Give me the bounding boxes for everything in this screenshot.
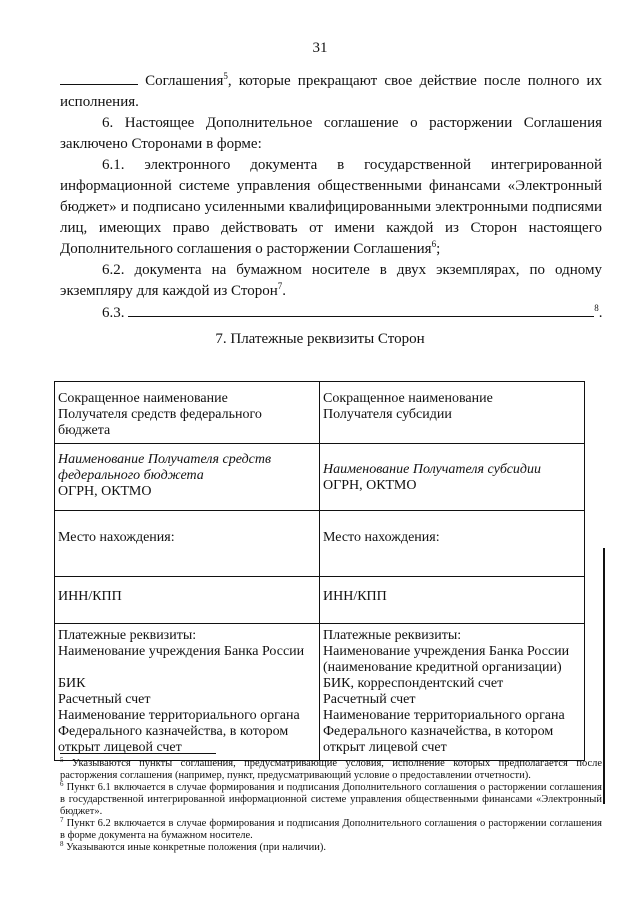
paragraph-6-3	[60, 302, 602, 324]
paragraph-6-2	[60, 260, 602, 302]
p4-text-b: .	[282, 283, 286, 299]
paragraph-6: 6. Настоящее Дополнительное соглашение о расторжении Соглашения заключено Сторонами в форме:	[60, 115, 602, 152]
blank-line	[60, 70, 138, 85]
footnote: $^7$ Пункт 6.2 включается в случае формирования и подписания Дополнительного соглашения о расторжении соглашения в форме документа на бумажном носителе.	[60, 816, 602, 841]
p4-text-a: 6.2. документа на бумажном носителе в двух экземплярах, по одному экземпляру для каждой из Сторон	[60, 262, 602, 299]
table-cell: ИНН/КПП	[320, 577, 585, 624]
footnote: $^5$ Указываются пункты соглашения, предусматривающие условия, исполнение которых предполагается после расторжения соглашения (например, пункт, предусматривающий условие о предоставлении отчетности).	[60, 756, 603, 781]
table-cell: Платежные реквизиты: Наименование учреждения Банка России (наименование кредитной организации) БИК, корреспондентский счет Расчетный счет Наименование территориального органа Федерального казначейства, в котором открыт лицевой счет	[320, 624, 585, 761]
table-cell: Место нахождения:	[55, 511, 320, 577]
table-cell: Наименование Получателя средств федерального бюджета ОГРН, ОКТМО	[55, 444, 320, 511]
table-cell: ИНН/КПП	[55, 577, 320, 624]
p3-text-b: ;	[436, 241, 441, 257]
p5-text-a: 6.3.	[102, 305, 125, 321]
margin-bar	[603, 548, 605, 804]
p1-text-a: Соглашения	[145, 73, 224, 89]
footnote-ref-6: 6	[431, 239, 437, 249]
footnote: $^8$ Указываются иные конкретные положения (при наличии).	[60, 840, 326, 853]
footnote-ref-8: 8	[594, 303, 599, 313]
table-cell: Платежные реквизиты: Наименование учреждения Банка России БИК Расчетный счет Наименование территориального органа Федерального казначейства, в котором открыт лицевой счет	[55, 624, 320, 761]
paragraph-6-1	[60, 155, 602, 260]
main-text	[60, 70, 602, 324]
table-cell: Наименование Получателя субсидии ОГРН, ОКТМО	[320, 444, 585, 511]
section-title: 7. Платежные реквизиты Сторон	[215, 331, 425, 347]
table-row	[55, 577, 585, 624]
table-row	[55, 624, 585, 761]
footnote-ref-5: 5	[223, 71, 228, 81]
p3-text-a: 6.1. электронного документа в государственной интегрированной информационной системе управления общественными финансами «Электронный бюджет» и подписано усиленными квалифицированными электронными подписями лиц, имеющих право действовать от имени каждой из Сторон настоящего Дополнительного соглашения о расторжении Соглашения	[60, 157, 602, 257]
footnote-divider	[60, 753, 216, 754]
table-cell: Место нахождения:	[320, 511, 585, 577]
p5-text-b: .	[598, 305, 603, 321]
table-cell: Сокращенное наименование Получателя средств федерального бюджета	[55, 382, 320, 444]
table-cell: Сокращенное наименование Получателя субсидии	[320, 382, 585, 444]
footnotes	[60, 758, 602, 854]
paragraph-1	[60, 70, 602, 113]
table-row	[55, 444, 585, 511]
page-number: 31	[312, 40, 328, 56]
blank-line	[128, 302, 594, 317]
table-row	[55, 382, 585, 444]
p1-text-b: , которые прекращают свое действие после полного их исполнения.	[60, 73, 602, 110]
payment-details-table	[54, 381, 585, 761]
footnote: $^6$ Пункт 6.1 включается в случае формирования и подписания Дополнительного соглашения о расторжении соглашения в государственной интегрированной информационной системе управления общественными финансами «Электронный бюджет».	[60, 780, 602, 817]
footnote-ref-7: 7	[277, 281, 283, 291]
table-row	[55, 511, 585, 577]
